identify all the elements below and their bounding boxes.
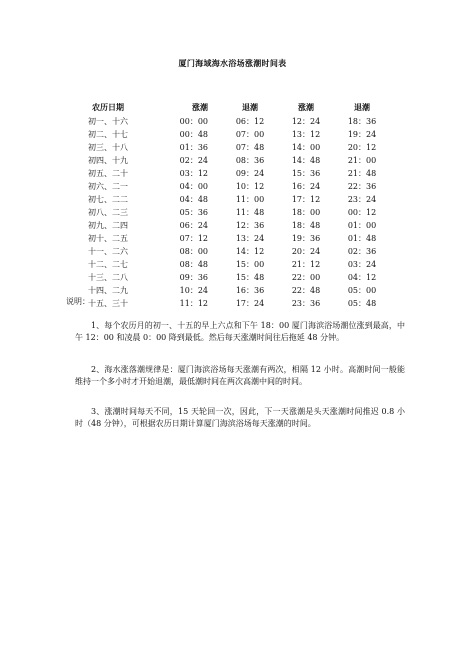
rise-1-cell: 08：00 bbox=[179, 247, 208, 256]
table-body bbox=[80, 115, 390, 310]
ebb-1-cell: 11：00 bbox=[235, 195, 265, 204]
rise-1-cell: 00：00 bbox=[179, 117, 208, 126]
rise-2-cell: 22：48 bbox=[291, 286, 321, 295]
ebb-2-cell: 05：00 bbox=[347, 286, 377, 295]
ebb-1-cell: 08：36 bbox=[235, 156, 265, 165]
table-row bbox=[80, 128, 390, 141]
rise-1-cell: 00：48 bbox=[179, 130, 208, 139]
header-ebb-1: 退潮 bbox=[242, 101, 258, 112]
ebb-2-cell: 01：48 bbox=[347, 234, 377, 243]
rise-2-cell: 22：00 bbox=[291, 273, 321, 282]
ebb-1-cell: 13：24 bbox=[235, 234, 265, 243]
ebb-1-cell: 15：00 bbox=[235, 260, 265, 269]
rise-2-cell: 16：24 bbox=[291, 182, 321, 191]
ebb-2-cell: 00：12 bbox=[347, 208, 377, 217]
lunar-date-cell: 十一、二六 bbox=[88, 247, 128, 256]
note-paragraph-2: 2、海水涨落潮规律是：厦门海滨浴场每天涨潮有两次，相隔 12 小时。高潮时间一般能维持一个多小时才开始退潮，最低潮时间在两次高潮中间的时间。 bbox=[75, 365, 405, 386]
lunar-date-cell: 十二、二七 bbox=[88, 260, 128, 269]
ebb-2-cell: 04：12 bbox=[347, 273, 377, 282]
table-row bbox=[80, 167, 390, 180]
rise-2-cell: 17：12 bbox=[291, 195, 321, 204]
rise-1-cell: 08：48 bbox=[179, 260, 208, 269]
lunar-date-cell: 初一、十六 bbox=[88, 117, 128, 126]
table-row bbox=[80, 180, 390, 193]
table-row bbox=[80, 115, 390, 128]
rise-2-cell: 14：00 bbox=[291, 143, 321, 152]
table-row bbox=[80, 141, 390, 154]
ebb-2-cell: 20：12 bbox=[347, 143, 377, 152]
lunar-date-cell: 初九、二四 bbox=[88, 221, 128, 230]
rise-2-cell: 14：48 bbox=[291, 156, 321, 165]
ebb-2-cell: 02：36 bbox=[347, 247, 377, 256]
rise-2-cell: 15：36 bbox=[291, 169, 321, 178]
note-paragraph-3: 3、涨潮时间每天不同，15 天轮回一次，因此，下一天涨潮是头天涨潮时间推迟 0.8 小时（48 分钟），可根据农历日期计算厦门海滨浴场每天涨潮的时间。 bbox=[75, 407, 405, 428]
ebb-1-cell: 16：36 bbox=[235, 286, 265, 295]
rise-2-cell: 20：24 bbox=[291, 247, 321, 256]
table-row bbox=[80, 271, 390, 284]
ebb-2-cell: 23：24 bbox=[347, 195, 377, 204]
rise-1-cell: 04：48 bbox=[179, 195, 208, 204]
note-paragraph-1: 1、每个农历月的初一、十五的早上六点和下午 18：00 厦门海滨浴场潮位涨到最高，中午 12：00 和凌晨 0：00 降到最低。然后每天涨潮时间往后拖延 48 分钟。 bbox=[75, 321, 405, 342]
rise-1-cell: 05：36 bbox=[179, 208, 208, 217]
table-row bbox=[80, 193, 390, 206]
notes-label: 说明： bbox=[66, 297, 90, 306]
ebb-2-cell: 18：36 bbox=[347, 117, 377, 126]
ebb-1-cell: 09：24 bbox=[235, 169, 265, 178]
ebb-1-cell: 17：24 bbox=[235, 299, 265, 308]
header-rise-2: 涨潮 bbox=[298, 101, 314, 112]
lunar-date-cell: 初八、二三 bbox=[88, 208, 128, 217]
rise-2-cell: 23：36 bbox=[291, 299, 321, 308]
ebb-1-cell: 10：12 bbox=[235, 182, 265, 191]
lunar-date-cell: 初三、十八 bbox=[88, 143, 128, 152]
ebb-2-cell: 22：36 bbox=[347, 182, 377, 191]
rise-1-cell: 11：12 bbox=[179, 299, 208, 308]
lunar-date-cell: 初二、十七 bbox=[88, 130, 128, 139]
ebb-1-cell: 07：00 bbox=[235, 130, 265, 139]
ebb-1-cell: 07：48 bbox=[235, 143, 265, 152]
rise-1-cell: 07：12 bbox=[179, 234, 208, 243]
table-row bbox=[80, 284, 390, 297]
ebb-2-cell: 21：00 bbox=[347, 156, 377, 165]
rise-2-cell: 18：00 bbox=[291, 208, 321, 217]
document-title: 厦门海域海水浴场涨潮时间表 bbox=[178, 58, 287, 68]
lunar-date-cell: 十五、三十 bbox=[88, 299, 128, 308]
ebb-2-cell: 19：24 bbox=[347, 130, 377, 139]
table-row bbox=[80, 219, 390, 232]
rise-2-cell: 19：36 bbox=[291, 234, 321, 243]
rise-1-cell: 06：24 bbox=[179, 221, 208, 230]
lunar-date-cell: 初十、二五 bbox=[88, 234, 128, 243]
table-row bbox=[80, 297, 390, 310]
ebb-2-cell: 21：48 bbox=[347, 169, 377, 178]
table-header-row bbox=[80, 99, 390, 115]
lunar-date-cell: 初四、十九 bbox=[88, 156, 128, 165]
table-row bbox=[80, 232, 390, 245]
ebb-1-cell: 12：36 bbox=[235, 221, 265, 230]
rise-1-cell: 04：00 bbox=[179, 182, 208, 191]
lunar-date-cell: 初七、二二 bbox=[88, 195, 128, 204]
ebb-1-cell: 06：12 bbox=[235, 117, 265, 126]
lunar-date-cell: 十四、二九 bbox=[88, 286, 128, 295]
ebb-1-cell: 14：12 bbox=[235, 247, 265, 256]
rise-2-cell: 18：48 bbox=[291, 221, 321, 230]
rise-1-cell: 09：36 bbox=[179, 273, 208, 282]
table-row bbox=[80, 258, 390, 271]
ebb-2-cell: 01：00 bbox=[347, 221, 377, 230]
header-lunar-date: 农历日期 bbox=[92, 101, 124, 112]
lunar-date-cell: 初五、二十 bbox=[88, 169, 128, 178]
ebb-2-cell: 05：48 bbox=[347, 299, 377, 308]
rise-2-cell: 21：12 bbox=[291, 260, 321, 269]
rise-1-cell: 02：24 bbox=[179, 156, 208, 165]
table-row bbox=[80, 206, 390, 219]
header-ebb-2: 退潮 bbox=[354, 101, 370, 112]
table-row bbox=[80, 154, 390, 167]
ebb-2-cell: 03：24 bbox=[347, 260, 377, 269]
lunar-date-cell: 十三、二八 bbox=[88, 273, 128, 282]
rise-2-cell: 13：12 bbox=[291, 130, 321, 139]
rise-1-cell: 01：36 bbox=[179, 143, 208, 152]
rise-1-cell: 03：12 bbox=[179, 169, 208, 178]
table-row bbox=[80, 245, 390, 258]
rise-2-cell: 12：24 bbox=[291, 117, 321, 126]
lunar-date-cell: 初六、二一 bbox=[88, 182, 128, 191]
ebb-1-cell: 15：48 bbox=[235, 273, 265, 282]
tide-table bbox=[80, 99, 390, 310]
rise-1-cell: 10：24 bbox=[179, 286, 208, 295]
ebb-1-cell: 11：48 bbox=[235, 208, 265, 217]
header-rise-1: 涨潮 bbox=[192, 101, 208, 112]
